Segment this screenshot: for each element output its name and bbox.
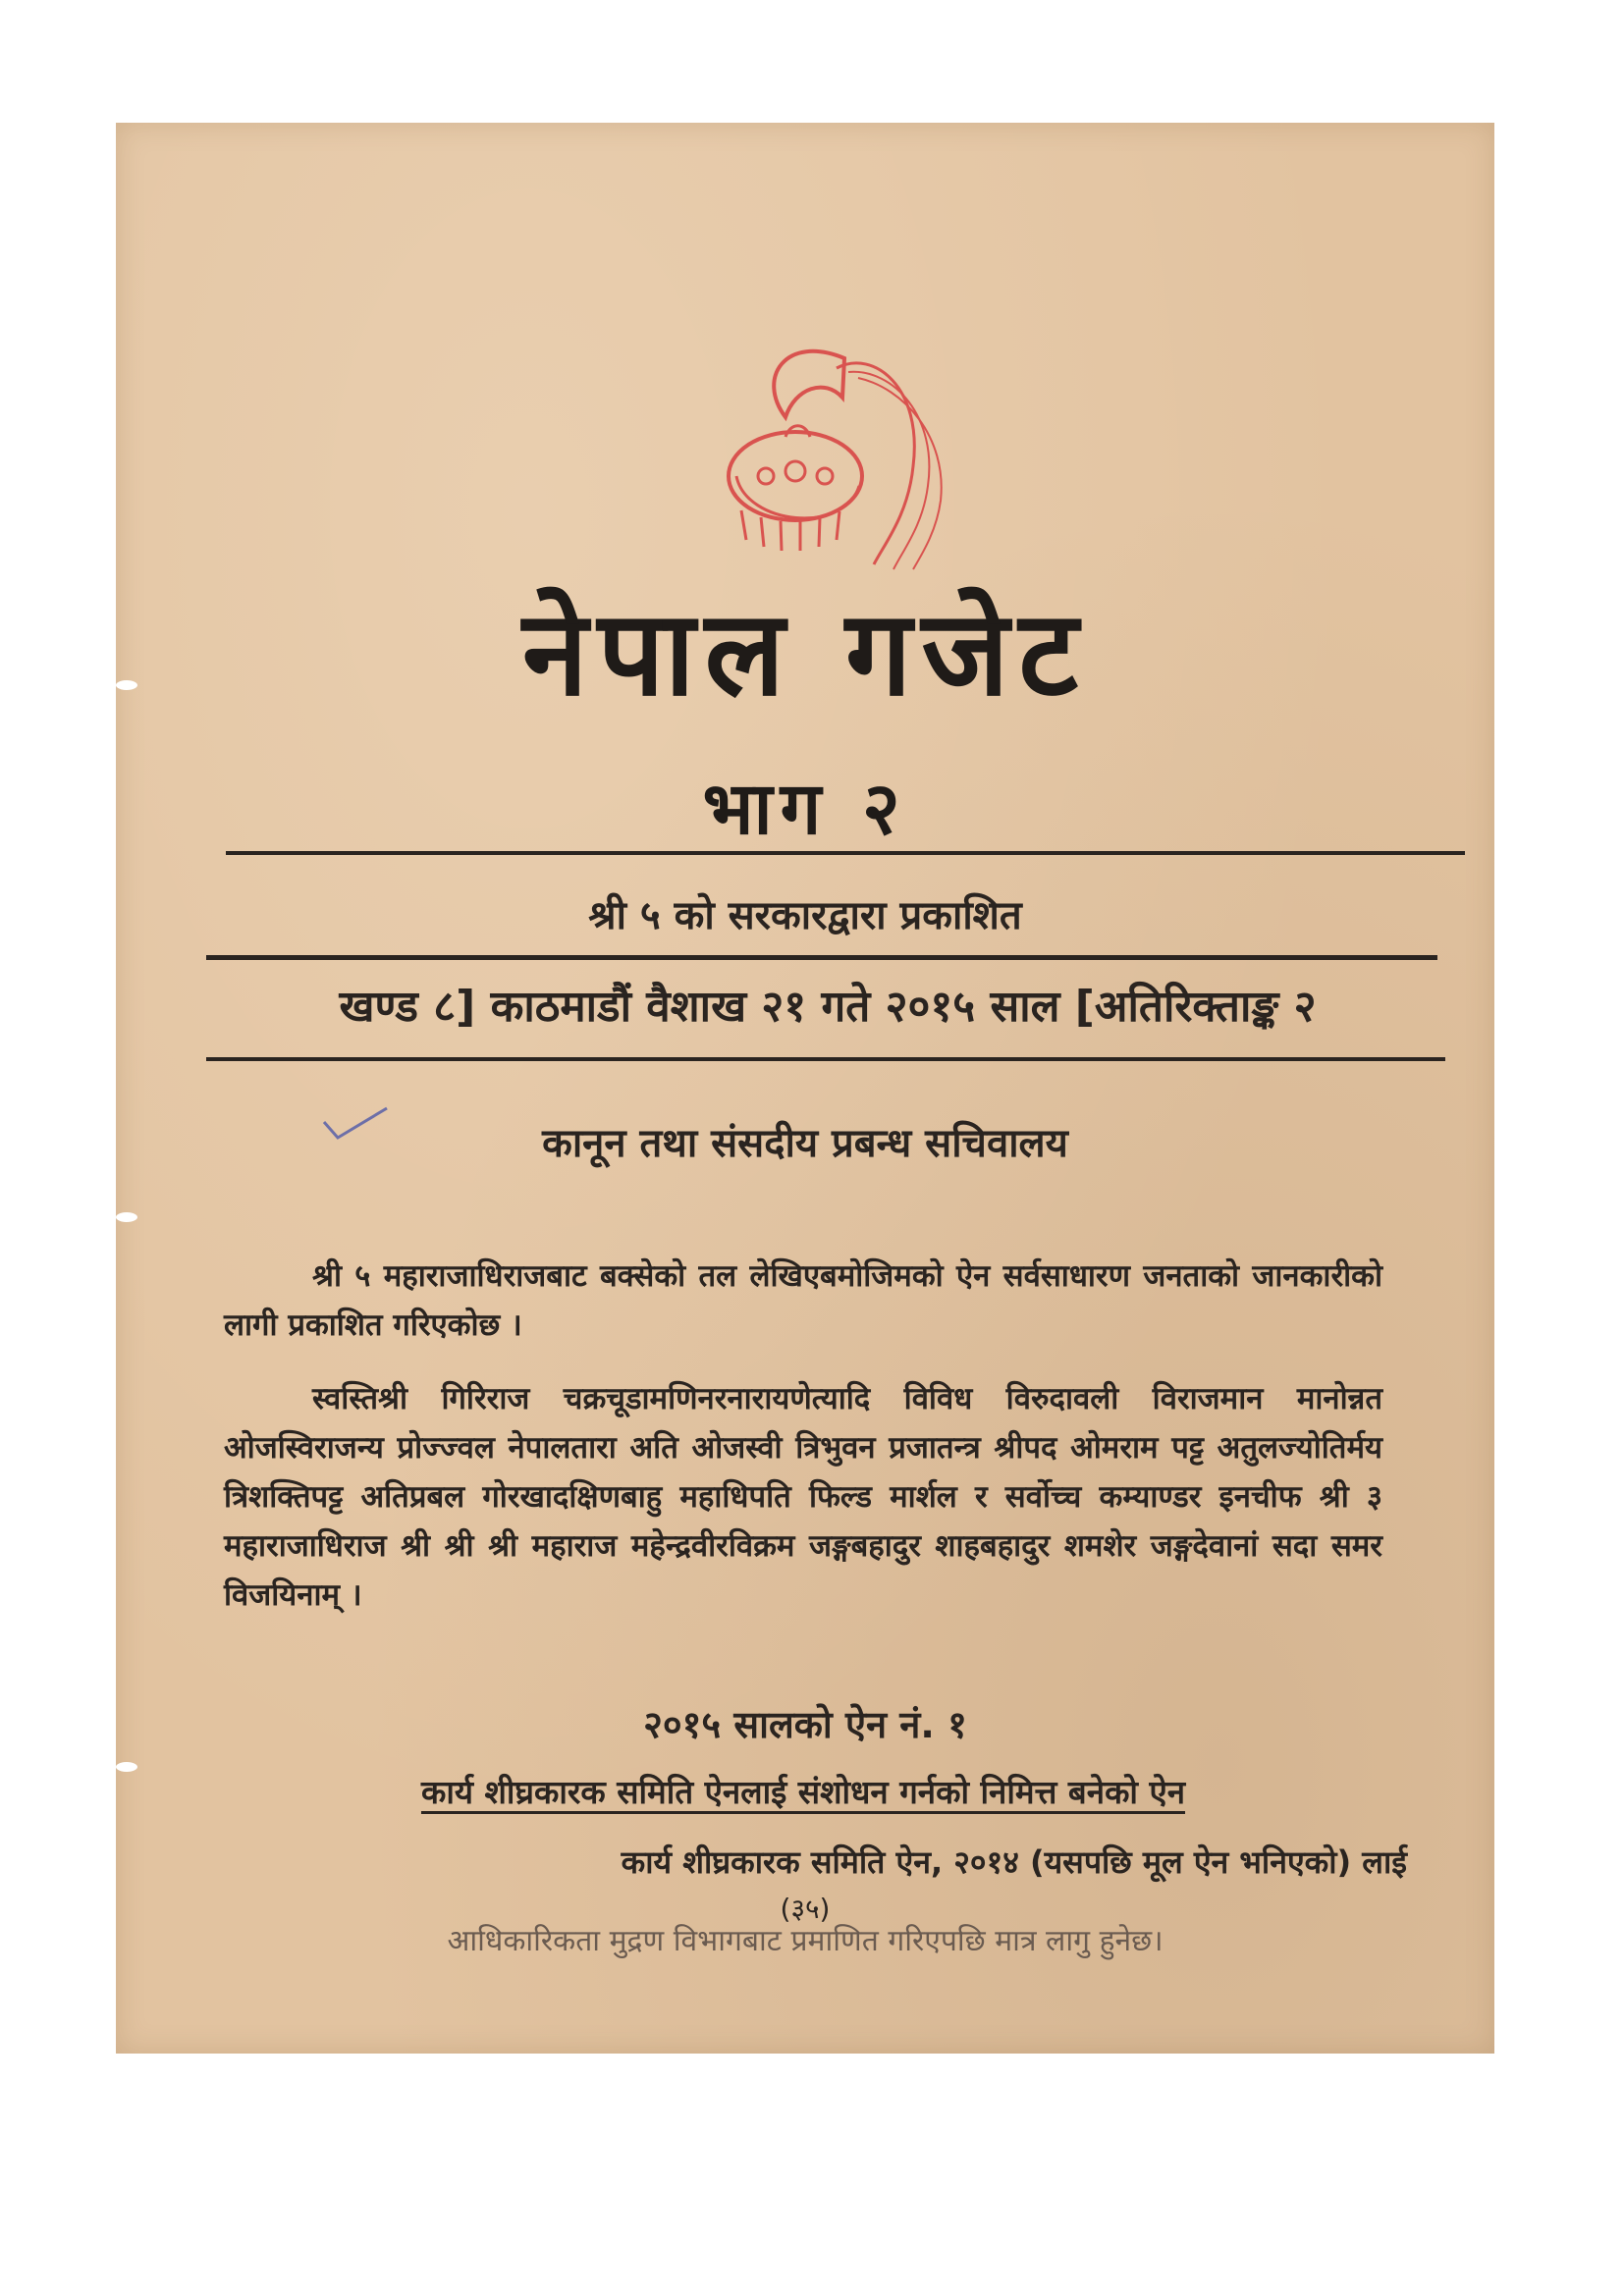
gazette-title: नेपाल गजेट [521, 586, 1089, 722]
issue-line: खण्ड ८] काठमाडौं वैशाख २१ गते २०१५ साल [अतिरिक्ताङ्क २ [339, 982, 1317, 1032]
certification-note: आधिकारिकता मुद्रण विभागबाट प्रमाणित गरिएपछि मात्र लागु हुनेछ। [447, 1924, 1164, 1958]
rule-top [226, 851, 1465, 855]
royal-crown-emblem [727, 329, 952, 574]
rule-middle [206, 955, 1437, 960]
royal-titles-paragraph: स्वस्तिश्री गिरिराज चक्रचूडामणिनरनारायणेत्यादि विविध विरुदावली विराजमान मानोन्नत ओजस्विराजन्य प्रोज्ज्वल नेपालतारा अति ओजस्वी त्रिभुवन प्रजातन्त्र श्रीपद ओमराम पट्ट अतुलज्योतिर्मय त्रिशक्तिपट्ट अतिप्रबल गोरखादक्षिणबाहु महाधिपति फिल्ड मार्शल र सर्वोच्च कम्याण्डर इनचीफ श्री ३ महाराजाधिराज श्री श्री श्री महाराज महेन्द्रवीरविक्रम जङ्गबहादुर शाहबहादुर शमशेर जङ्गदेवानां सदा समर विजयिनाम् । [224, 1381, 1382, 1613]
gazette-part: भाग २ [702, 767, 908, 851]
act-number: २०१५ सालको ऐन नं. १ [643, 1703, 967, 1746]
edge-tear-mark [116, 1212, 137, 1222]
page-number: (३५) [780, 1893, 831, 1925]
ministry-heading: कानून तथा संसदीय प्रबन्ध सचिवालय [542, 1121, 1068, 1166]
edge-tear-mark [116, 1762, 137, 1772]
notice-paragraph: श्री ५ महाराजाधिराजबाट बक्सेको तल लेखिएबमोजिमको ऐन सर्वसाधारण जनताको जानकारीको लागी प्रकाशित गरिएकोछ । [224, 1258, 1382, 1343]
edge-tear-mark [116, 680, 137, 690]
publisher-line: श्री ५ को सरकारद्वारा प्रकाशित [588, 893, 1022, 938]
act-body-line: कार्य शीघ्रकारक समिति ऐन, २०१४ (यसपछि मूल ऐन भनिएको) लाई [621, 1843, 1407, 1881]
rule-bottom [206, 1057, 1445, 1061]
gazette-page [116, 123, 1494, 2054]
act-title: कार्य शीघ्रकारक समिति ऐनलाई संशोधन गर्नको निमित्त बनेको ऐन [420, 1773, 1186, 1811]
